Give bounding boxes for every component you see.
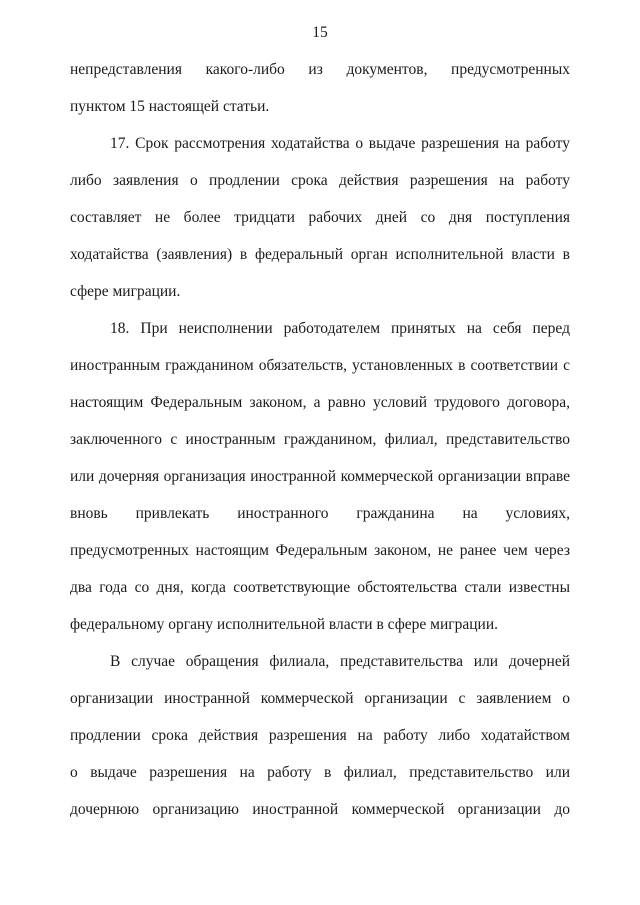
document-body — [70, 51, 570, 828]
text-line: федеральному органу исполнительной власти в сфере миграции. — [70, 616, 498, 633]
paragraph — [70, 125, 570, 310]
text-line: о выдаче разрешения на работу в филиал, представительство или — [70, 764, 570, 781]
text-line: иностранным гражданином обязательств, установленных в соответствии с — [70, 357, 570, 374]
text-line: 17. Срок рассмотрения ходатайства о выдаче разрешения на работу — [110, 135, 570, 152]
text-line: 18. При неисполнении работодателем принятых на себя перед — [110, 320, 570, 337]
text-line: В случае обращения филиала, представительства или дочерней — [110, 653, 570, 670]
paragraph — [70, 643, 570, 828]
text-line: или дочерняя организация иностранной коммерческой организации вправе — [70, 468, 570, 485]
text-line: продлении срока действия разрешения на работу либо ходатайством — [70, 727, 570, 744]
text-line: предусмотренных настоящим Федеральным законом, не ранее чем через — [70, 542, 570, 559]
text-line: ходатайства (заявления) в федеральный орган исполнительной власти в — [70, 246, 570, 263]
text-line: пунктом 15 настоящей статьи. — [70, 98, 270, 115]
text-line: составляет не более тридцати рабочих дней со дня поступления — [70, 209, 570, 226]
text-line: вновь привлекать иностранного гражданина на условиях, — [70, 505, 570, 522]
paragraph — [70, 310, 570, 643]
page-number: 15 — [312, 24, 328, 41]
text-line: два года со дня, когда соответствующие обстоятельства стали известны — [70, 579, 570, 596]
paragraph — [70, 51, 570, 125]
text-line: дочернюю организацию иностранной коммерческой организации до — [70, 801, 570, 818]
text-line: непредставления какого-либо из документов, предусмотренных — [70, 61, 570, 78]
text-line: организации иностранной коммерческой организации с заявлением о — [70, 690, 570, 707]
text-line: сфере миграции. — [70, 283, 181, 300]
text-line: либо заявления о продлении срока действия разрешения на работу — [70, 172, 570, 189]
text-line: заключенного с иностранным гражданином, филиал, представительство — [70, 431, 570, 448]
text-line: настоящим Федеральным законом, а равно условий трудового договора, — [70, 394, 570, 411]
